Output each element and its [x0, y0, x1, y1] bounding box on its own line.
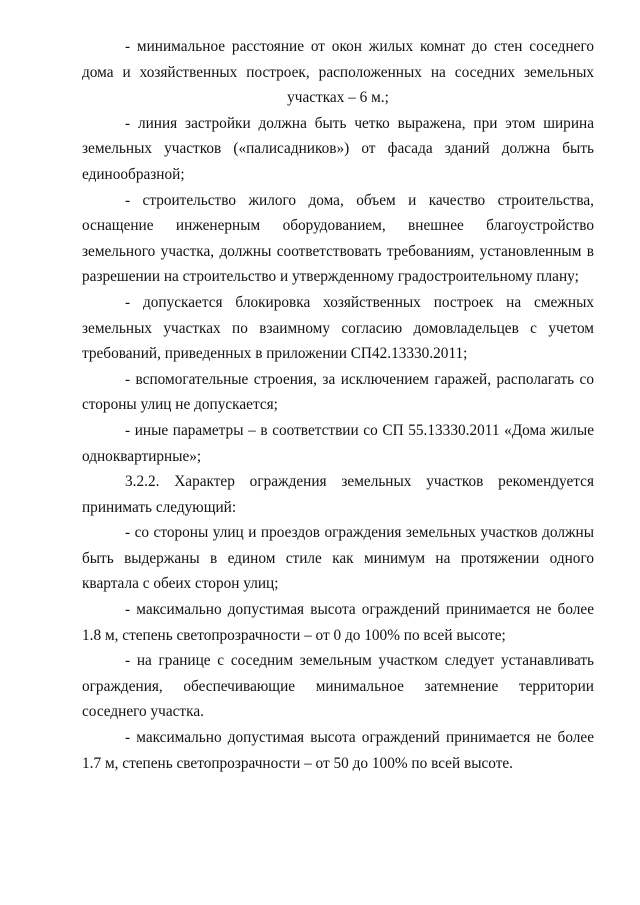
paragraph-neighbor-boundary: - на границе с соседним земельным участком следует устанавливать ограждения, обеспечивающие минимальное затемнение территории соседнего участка. — [82, 652, 594, 721]
document-page — [82, 34, 594, 776]
paragraph-building-line: - линия застройки должна быть четко выражена, при этом ширина земельных участков («палисадников») от фасада зданий должна быть единообразной; — [82, 114, 594, 183]
paragraph-street-fencing-style: - со стороны улиц и проездов ограждения земельных участков должны быть выдержаны в едином стиле как минимум на протяжении одного квартала с обеих сторон улиц; — [82, 524, 594, 593]
paragraph-blocking-outbuildings: - допускается блокировка хозяйственных построек на смежных земельных участках по взаимному согласию домовладельцев с учетом требований, приведенных в приложении СП42.13330.2011; — [82, 293, 594, 363]
paragraph-max-height-street: - максимально допустимая высота ограждений принимается не более 1.8 м, степень светопрозрачности – от 0 до 100% по всей высоте; — [82, 601, 594, 644]
paragraph-other-parameters: - иные параметры – в соответствии со СП 55.13330.2011 «Дома жилые одноквартирные»; — [82, 421, 594, 465]
paragraph-construction-requirements: - строительство жилого дома, объем и качество строительства, оснащение инженерным оборудованием, внешнее благоустройство земельного участка, должны соответствовать требованиям, установленным в разрешении на строительство и утвержденному градостроительному плану; — [82, 191, 594, 286]
paragraph-auxiliary-structures: - вспомогательные строения, за исключением гаражей, располагать со стороны улиц не допускается; — [82, 370, 594, 414]
paragraph-max-height-neighbor: - максимально допустимая высота ограждений принимается не более 1.7 м, степень светопрозрачности – от 50 до 100% по всей высоте. — [82, 729, 594, 772]
paragraph-section-3-2-2: 3.2.2. Характер ограждения земельных участков рекомендуется принимать следующий: — [82, 473, 594, 516]
paragraph-min-distance: - минимальное расстояние от окон жилых комнат до стен соседнего дома и хозяйственных построек, расположенных на соседних земельных участках – 6 м.; — [82, 38, 594, 107]
